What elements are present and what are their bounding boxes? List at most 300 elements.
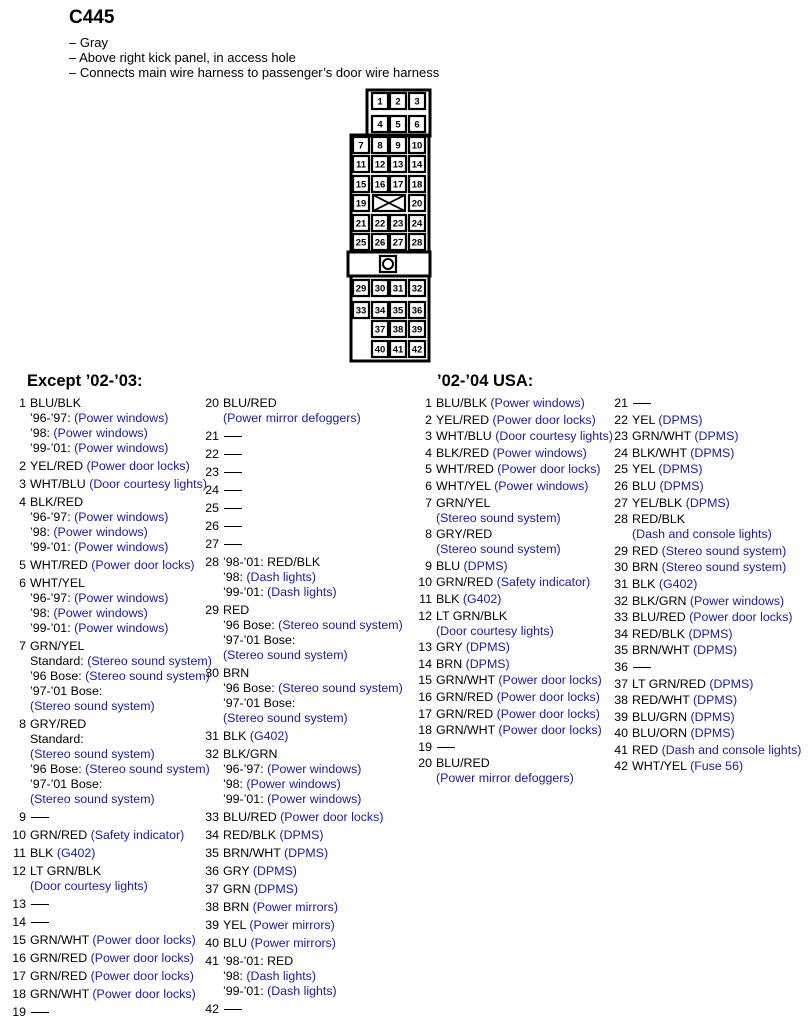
wire-text: GRN/RED (30, 969, 91, 983)
circuit-link: (DPMS) (465, 640, 510, 655)
pin-line (6, 969, 212, 984)
pin-line (608, 479, 801, 494)
pin-entry (199, 900, 403, 915)
pin-number: 28 (614, 512, 628, 527)
wire-text: LT GRN/BLK (30, 864, 102, 878)
wire-text: BLK (30, 846, 57, 860)
pin-entry (6, 576, 212, 636)
pin-line (608, 643, 801, 658)
pin-list-except-left (6, 396, 212, 1023)
pin-entry (412, 446, 613, 461)
pin-number: 34 (614, 626, 628, 641)
wire-text: BRN (223, 666, 250, 680)
circuit-link: (Power door locks) (498, 723, 602, 738)
pin-list-usa-left (412, 396, 613, 788)
note-color: – Gray (69, 35, 109, 50)
circuit-link: (Door courtesy lights) (30, 879, 148, 893)
pin-number: 9 (19, 810, 26, 824)
empty-pin-dash (31, 817, 49, 818)
pin-number: 7 (425, 495, 432, 510)
circuit-link: (Stereo sound system) (223, 648, 348, 662)
pin-line (412, 624, 613, 639)
pin-number: 8 (19, 717, 26, 731)
wire-text: GRN (223, 882, 254, 896)
pin-entry (199, 537, 403, 552)
pin-label: 24 (411, 218, 423, 230)
pin-entry (199, 864, 403, 879)
pin-number: 37 (614, 676, 628, 691)
pin-entry (608, 677, 801, 692)
wire-text: BRN/WHT (223, 846, 285, 860)
circuit-link: (DPMS) (690, 709, 735, 724)
wire-text: GRN/WHT (30, 987, 93, 1001)
wire-text: ’96-’97: (223, 762, 268, 776)
circuit-link: (Fuse 56) (690, 759, 744, 774)
wire-text: WHT/BLU (30, 477, 90, 491)
circuit-link: (DPMS) (690, 445, 735, 460)
pin-label: 23 (392, 218, 404, 230)
pin-entry (608, 479, 801, 494)
pin-label: 36 (411, 305, 423, 317)
pin-entry (608, 560, 801, 575)
pin-line (6, 606, 212, 621)
pin-number: 38 (614, 693, 628, 708)
wire-text: YEL/RED (436, 412, 493, 427)
wire-text: YEL (632, 462, 659, 477)
pin-number: 15 (12, 933, 26, 947)
circuit-link: (DPMS) (685, 495, 730, 510)
pin-number: 11 (419, 591, 432, 606)
pin-entry (199, 810, 403, 825)
wire-text: WHT/YEL (436, 478, 495, 493)
pin-number: 2 (19, 459, 26, 473)
pin-line (608, 527, 801, 542)
pin-label: 40 (374, 344, 386, 356)
circuit-link: (Stereo sound system) (223, 711, 348, 725)
pin-entry (608, 446, 801, 461)
pin-line (6, 846, 212, 861)
wire-text: WHT/RED (436, 462, 498, 477)
pin-entry (6, 828, 212, 843)
empty-pin-dash (224, 508, 242, 509)
pin-label: 13 (392, 159, 404, 171)
pin-label: 15 (355, 179, 367, 191)
pin-number: 31 (614, 576, 628, 591)
circuit-link: (Door courtesy lights) (89, 477, 207, 491)
circuit-link: (Power mirrors) (249, 918, 335, 932)
empty-pin-dash (633, 403, 651, 404)
circuit-link: (Stereo sound system) (85, 669, 210, 683)
circuit-link: (DPMS) (658, 462, 703, 477)
wire-text: GRY/RED (30, 717, 87, 731)
pin-entry (608, 710, 801, 725)
wire-text: ’96-’97: (30, 591, 75, 605)
pin-number: 1 (425, 396, 432, 410)
wire-text: BLK/RED (436, 445, 493, 460)
pin-entry (412, 496, 613, 526)
circuit-link: (Power windows) (74, 540, 169, 554)
pin-number: 13 (12, 897, 26, 911)
pin-number: 29 (614, 543, 628, 558)
pin-number: 30 (614, 560, 628, 575)
pin-entry (608, 627, 801, 642)
pin-label: 3 (414, 96, 420, 108)
pin-number: 5 (19, 558, 26, 572)
pin-entry (199, 747, 403, 807)
circuit-link: (Dash and console lights) (632, 527, 772, 542)
wire-text: RED/BLK (632, 626, 689, 641)
wire-text: BLU (223, 936, 251, 950)
pin-label: 9 (395, 140, 401, 152)
pin-line (6, 828, 212, 843)
circuit-link: (Dash lights) (246, 969, 316, 983)
pin-line (6, 933, 212, 948)
circuit-link: (DPMS) (690, 726, 735, 741)
pin-line (6, 411, 212, 426)
section-header-02-04-usa: ’02-’04 USA: (437, 372, 534, 390)
circuit-link: (Power door locks) (90, 969, 194, 983)
pin-line (412, 429, 613, 444)
pin-entry (6, 558, 212, 573)
circuit-link: (Power windows) (74, 411, 169, 425)
pin-label: 8 (377, 140, 383, 152)
wire-text: BLK/GRN (223, 747, 278, 761)
pin-number: 16 (12, 951, 26, 965)
wire-text: ’99-’01: (30, 441, 75, 455)
wire-text: ’98: (223, 570, 247, 584)
pin-number: 41 (205, 954, 219, 968)
wire-text: BLU/RED (632, 610, 690, 625)
pin-entry (412, 575, 613, 590)
pin-line (6, 396, 212, 411)
wire-text: ’98: (30, 525, 54, 539)
pin-line (199, 633, 403, 648)
wire-text: YEL/RED (30, 459, 87, 473)
pin-entry (199, 483, 403, 498)
pin-line (412, 511, 613, 526)
pin-number: 16 (418, 689, 432, 704)
circuit-link: (Power mirrors) (250, 936, 336, 950)
pin-number: 25 (205, 501, 219, 515)
wire-text: BLK (223, 729, 250, 743)
pin-line (6, 621, 212, 636)
pin-entry (608, 610, 801, 625)
pin-line (6, 654, 212, 669)
pin-label: 11 (355, 159, 367, 171)
pin-entry (608, 429, 801, 444)
wire-text: GRN/YEL (436, 495, 491, 510)
pin-line (412, 707, 613, 722)
pin-entry (199, 1002, 403, 1017)
pin-list-except-right (199, 396, 403, 1020)
pin-label: 32 (411, 283, 423, 295)
pin-number: 4 (425, 445, 432, 460)
wire-text: BRN (436, 656, 466, 671)
wire-text: ’98: (223, 969, 247, 983)
pin-number: 14 (418, 656, 432, 671)
pin-line (6, 510, 212, 525)
pin-line (6, 426, 212, 441)
circuit-link: (Dash lights) (267, 984, 337, 998)
pin-entry (199, 918, 403, 933)
pin-number: 6 (425, 478, 432, 493)
pin-line (412, 609, 613, 624)
circuit-link: (Door courtesy lights) (436, 623, 554, 638)
pin-entry (199, 936, 403, 951)
pin-label: 1 (377, 96, 383, 108)
pin-entry (412, 657, 613, 672)
pin-line (199, 810, 403, 825)
wire-text: GRN/RED (436, 575, 497, 590)
pin-number: 27 (205, 537, 219, 551)
wire-text: RED/BLK (632, 512, 686, 527)
circuit-link: (DPMS) (658, 412, 703, 427)
pin-line (412, 690, 613, 705)
pin-number: 17 (418, 706, 432, 721)
pin-entry (6, 495, 212, 555)
pin-line (412, 413, 613, 428)
wire-text: ’97-’01 Bose: (30, 684, 103, 698)
pin-line (199, 618, 403, 633)
pin-number: 9 (425, 558, 432, 573)
pin-line (199, 984, 403, 999)
pin-line (412, 542, 613, 557)
pin-entry (6, 897, 212, 912)
pin-number: 38 (205, 900, 219, 914)
circuit-link: (DPMS) (709, 676, 754, 691)
wire-text: Standard: (30, 732, 84, 746)
pin-number: 24 (614, 445, 628, 460)
pin-entry (6, 396, 212, 456)
pin-entry (412, 723, 613, 738)
pin-number: 10 (12, 828, 26, 842)
pin-entry (6, 951, 212, 966)
wire-text: YEL/BLK (632, 495, 686, 510)
empty-pin-dash (224, 1009, 242, 1010)
pin-line (199, 747, 403, 762)
wire-text: BLU/RED (436, 756, 490, 771)
pin-number: 41 (614, 742, 628, 757)
circuit-link: (Power door locks) (92, 987, 196, 1001)
pin-line (412, 723, 613, 738)
circuit-link: (Power door locks) (86, 459, 190, 473)
circuit-link: (Power windows) (53, 525, 148, 539)
pin-line (412, 479, 613, 494)
pin-entry (6, 864, 212, 894)
note-location: – Above right kick panel, in access hole (69, 50, 296, 65)
pin-line (412, 771, 613, 786)
pin-entry (412, 673, 613, 688)
pin-entry (199, 846, 403, 861)
pin-line (199, 918, 403, 933)
pin-number: 18 (418, 723, 432, 738)
wire-text: GRY (223, 864, 253, 878)
circuit-link: (Power door locks) (91, 558, 195, 572)
pin-label: 41 (392, 344, 404, 356)
pin-number: 12 (12, 864, 26, 878)
pin-label: 21 (355, 218, 367, 230)
circuit-link: (Stereo sound system) (87, 654, 212, 668)
pin-entry (199, 882, 403, 897)
pin-entry (199, 501, 403, 516)
wire-text: BLK/GRN (632, 593, 690, 608)
pin-entry (608, 396, 801, 411)
pin-number: 19 (418, 739, 432, 754)
pin-entry (412, 690, 613, 705)
pin-entry (608, 462, 801, 477)
pin-line (199, 969, 403, 984)
circuit-link: (Power mirror defoggers) (223, 411, 361, 425)
pin-line (199, 882, 403, 897)
wire-text: ’96-’97: (30, 510, 75, 524)
circuit-link: (Power door locks) (492, 412, 596, 427)
circuit-link: (DPMS) (694, 429, 739, 444)
pin-label: 19 (355, 198, 367, 210)
pin-entry (199, 729, 403, 744)
wire-text: BLK/RED (30, 495, 84, 509)
wire-text: GRN/WHT (436, 673, 499, 688)
pin-line (6, 717, 212, 732)
wire-text: BLU (436, 558, 464, 573)
pin-line (412, 559, 613, 574)
empty-pin-dash (224, 436, 242, 437)
pin-entry (608, 544, 801, 559)
wire-text: ’98: (223, 777, 247, 791)
pin-number: 21 (614, 396, 628, 410)
pin-number: 26 (205, 519, 219, 533)
pin-line (608, 610, 801, 625)
pin-entry (199, 603, 403, 663)
pin-line (199, 729, 403, 744)
wire-text: ’99-’01: (223, 984, 268, 998)
pin-line (6, 762, 212, 777)
pin-number: 25 (614, 462, 628, 477)
pin-line (412, 396, 613, 411)
pin-line (199, 681, 403, 696)
wire-text: Standard: (30, 654, 88, 668)
pin-number: 40 (205, 936, 219, 950)
circuit-link: (Power windows) (53, 606, 148, 620)
pin-line (6, 525, 212, 540)
pin-line (6, 792, 212, 807)
pin-entry (412, 592, 613, 607)
pin-number: 23 (205, 465, 219, 479)
circuit-link: (Stereo sound system) (661, 560, 787, 575)
circuit-link: (DPMS) (284, 846, 329, 860)
empty-pin-dash (224, 454, 242, 455)
pin-line (199, 666, 403, 681)
pin-number: 30 (205, 666, 219, 680)
circuit-link: (Power mirrors) (252, 900, 338, 914)
circuit-link: (Safety indicator) (90, 828, 185, 842)
pin-list-usa-right (608, 396, 801, 776)
pin-line (412, 527, 613, 542)
pin-number: 1 (19, 396, 26, 410)
pin-line (199, 555, 403, 570)
pin-label: 35 (392, 305, 404, 317)
wire-text: LT GRN/BLK (436, 608, 508, 623)
pin-number: 11 (13, 846, 26, 860)
pin-line (199, 846, 403, 861)
pin-entry (412, 640, 613, 655)
pin-number: 26 (614, 478, 628, 493)
wire-text: BRN (632, 560, 662, 575)
circuit-link: (DPMS) (465, 656, 510, 671)
pin-line (199, 762, 403, 777)
pin-line (199, 954, 403, 969)
pin-line (412, 462, 613, 477)
pin-number: 22 (614, 412, 628, 427)
pin-entry (6, 1005, 212, 1020)
pin-label: 6 (414, 119, 420, 131)
pin-label: 28 (411, 237, 423, 249)
circuit-link: (Power windows) (246, 777, 341, 791)
pin-line (199, 900, 403, 915)
wire-text: ’96 Bose: (30, 762, 86, 776)
pin-label: 37 (374, 324, 386, 336)
pin-entry (6, 933, 212, 948)
circuit-link: (Power door locks) (90, 951, 194, 965)
pin-number: 35 (205, 846, 219, 860)
pin-line (6, 477, 212, 492)
pin-number: 3 (425, 429, 432, 444)
section-header-except-02-03: Except ’02-’03: (27, 372, 143, 390)
circuit-link: (Power door locks) (689, 610, 793, 625)
pin-entry (199, 519, 403, 534)
pin-entry (6, 477, 212, 492)
pin-entry (412, 396, 613, 411)
pin-label: 31 (392, 283, 404, 295)
pin-entry (608, 496, 801, 511)
pin-entry (412, 559, 613, 574)
pin-line (608, 446, 801, 461)
wire-text: ’97-’01 Bose: (223, 633, 296, 647)
pin-entry (608, 643, 801, 658)
pin-line (608, 496, 801, 511)
wire-text: BLU/BLK (436, 396, 491, 410)
pin-entry (412, 429, 613, 444)
pin-entry (608, 693, 801, 708)
pin-line (6, 669, 212, 684)
wire-text: RED (632, 543, 662, 558)
circuit-link: (Power door locks) (498, 673, 602, 688)
pin-line (199, 828, 403, 843)
pin-label: 25 (355, 237, 367, 249)
pin-label: 27 (392, 237, 404, 249)
pin-label: 33 (355, 305, 367, 317)
wire-text: LT GRN/RED (632, 676, 710, 691)
pin-line (412, 592, 613, 607)
empty-pin-dash (31, 922, 49, 923)
pin-number: 17 (12, 969, 26, 983)
wire-text: RED/WHT (632, 693, 694, 708)
pin-number: 36 (205, 864, 219, 878)
pin-number: 35 (614, 643, 628, 658)
wire-text: ’98-’01: RED/BLK (223, 555, 321, 569)
wire-text: WHT/RED (30, 558, 92, 572)
connector-diagram (346, 88, 434, 364)
pin-entry (608, 512, 801, 542)
circuit-link: (Stereo sound system) (30, 747, 155, 761)
circuit-link: (Power windows) (74, 510, 169, 524)
pin-line (6, 777, 212, 792)
pin-number: 20 (205, 396, 219, 410)
pin-line (199, 585, 403, 600)
pin-line (608, 710, 801, 725)
pin-label: 30 (374, 283, 386, 295)
circuit-link: (Power windows) (689, 593, 785, 608)
circuit-link: (Power windows) (490, 396, 585, 410)
